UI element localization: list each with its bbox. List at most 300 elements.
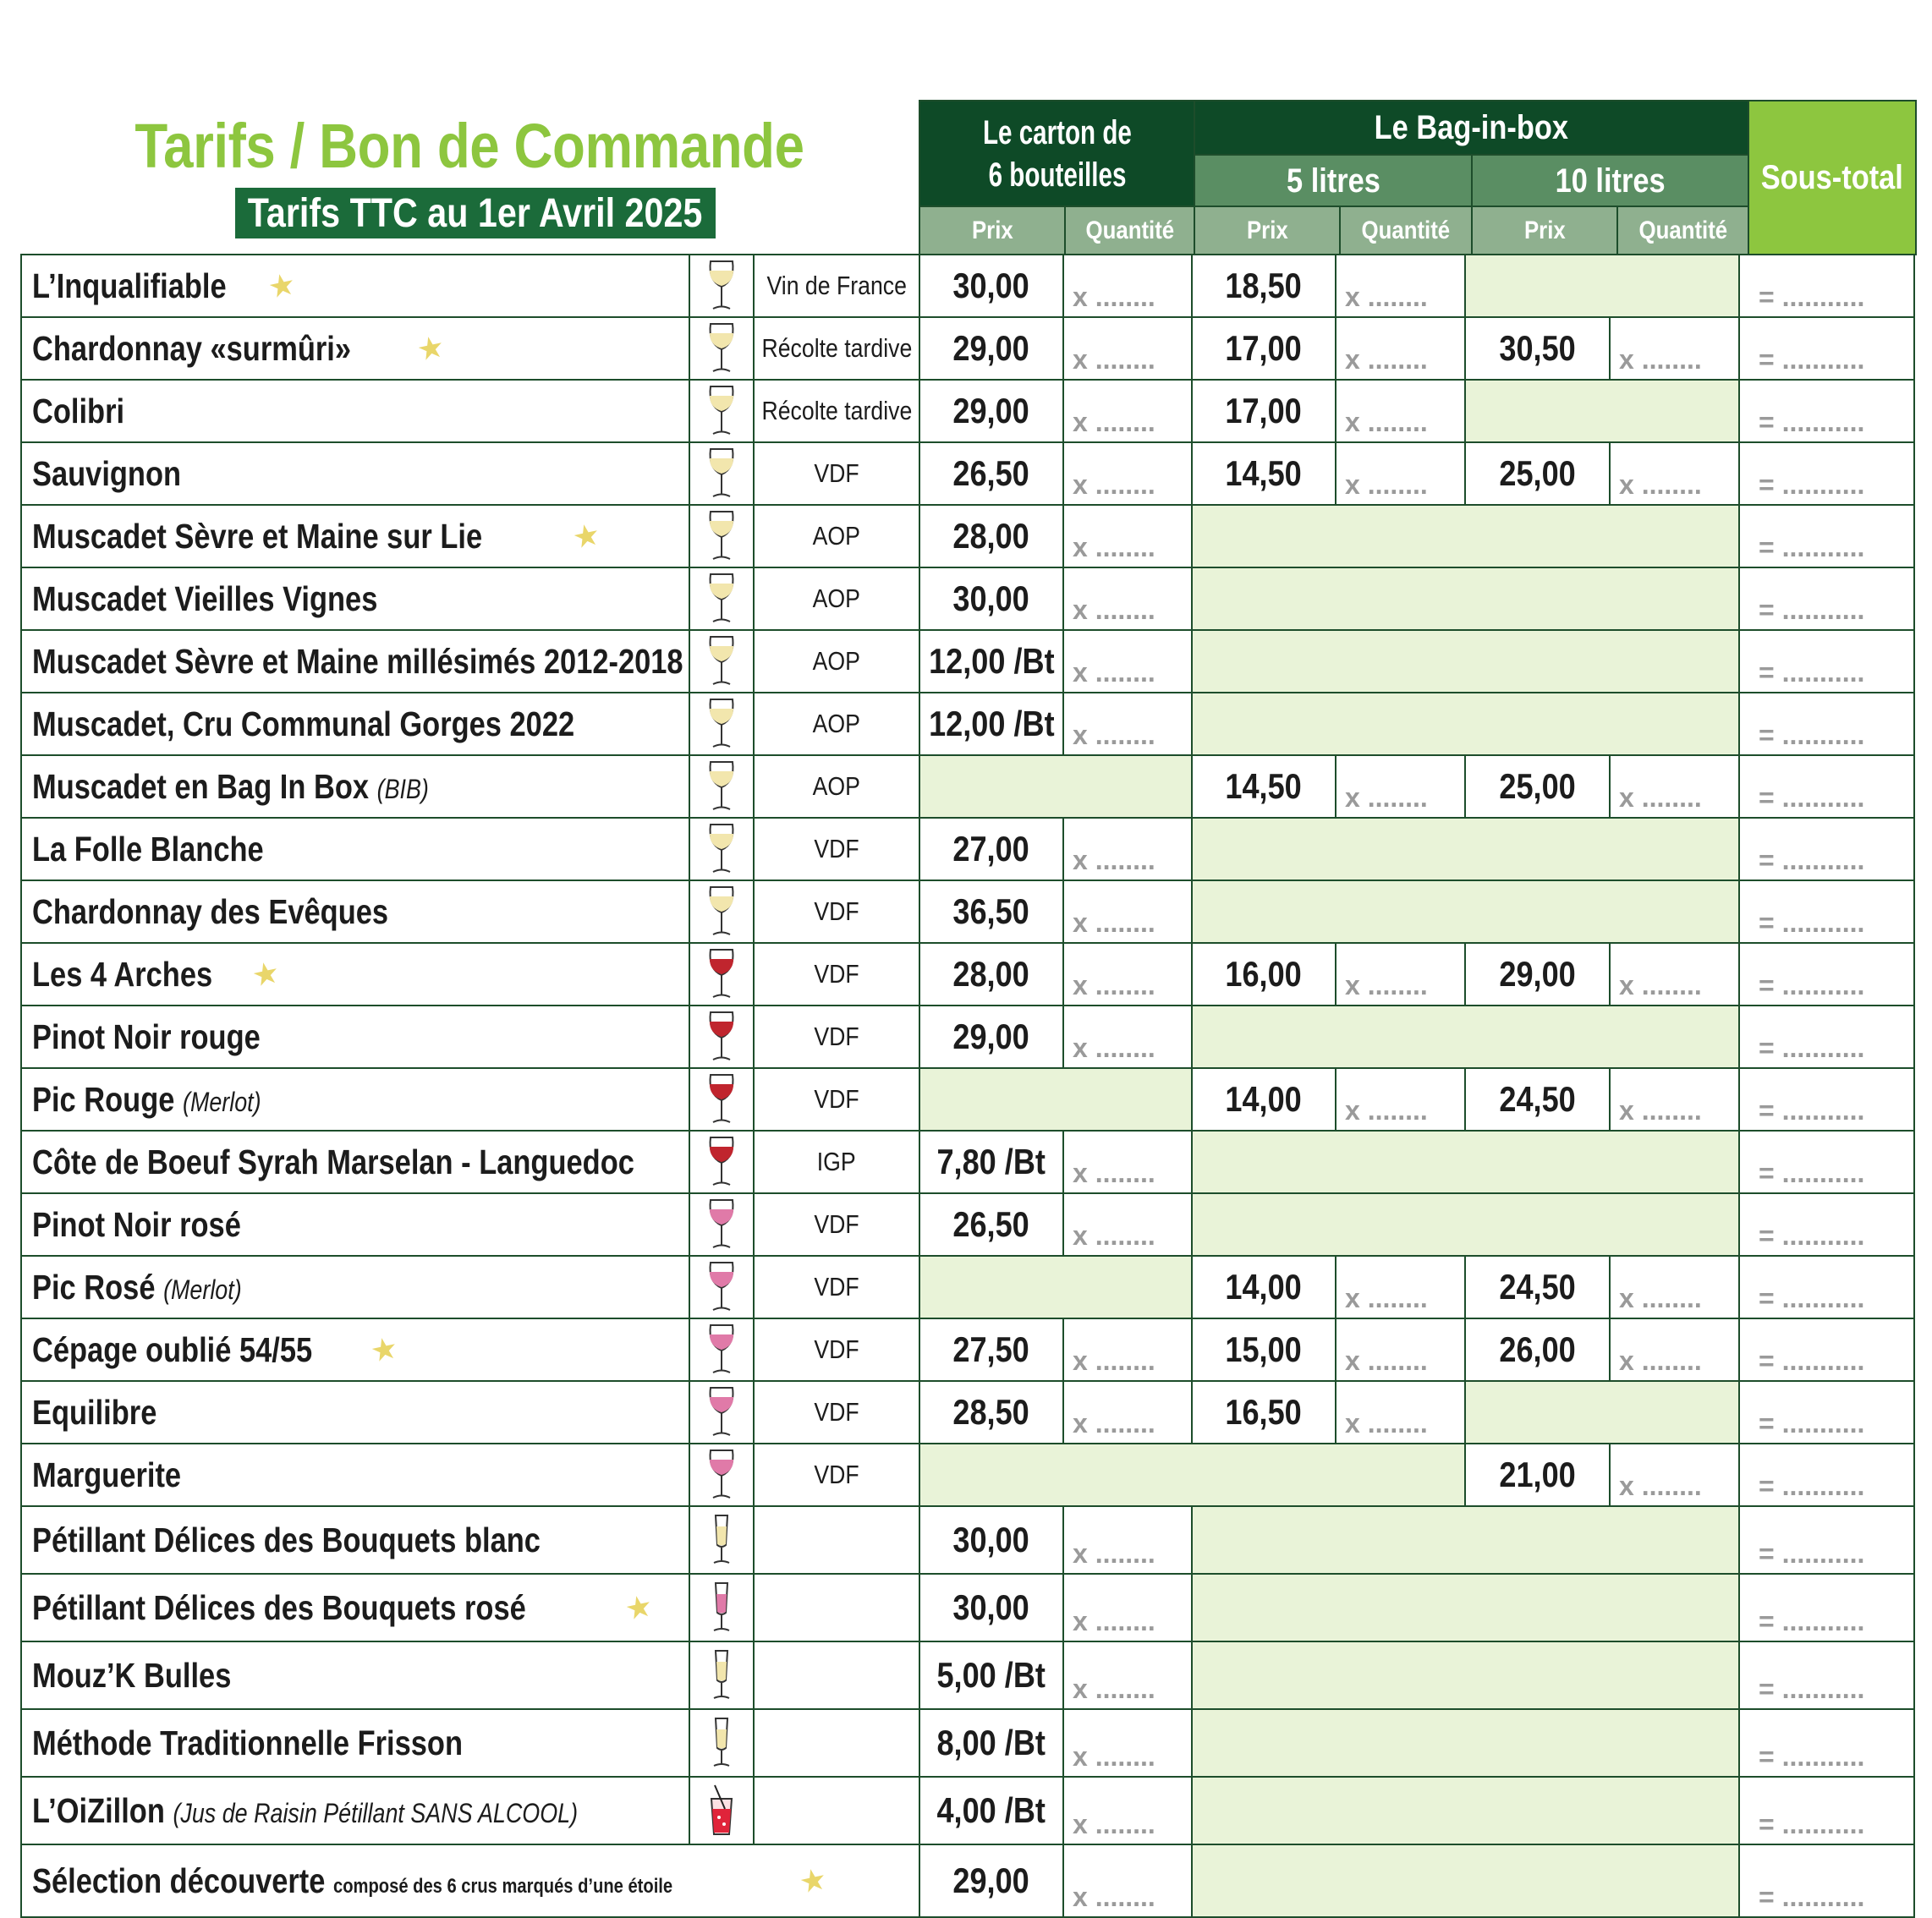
- appellation-cell: [755, 1132, 920, 1192]
- quantity-bib-5l[interactable]: [1336, 443, 1466, 504]
- wine-glass-icon: [705, 1197, 738, 1252]
- product-name: [32, 579, 377, 619]
- subtotal-field[interactable]: = ...........: [1759, 595, 1865, 625]
- appellation-cell: [755, 1319, 920, 1380]
- quantity-carton[interactable]: [1064, 506, 1193, 567]
- product-name-cell: [20, 631, 690, 692]
- price-value: 30,00: [952, 1520, 1030, 1559]
- product-name-text: Muscadet en Bag In Box: [32, 766, 370, 806]
- quantity-bib-5l[interactable]: [1336, 1319, 1466, 1380]
- subtotal-cell[interactable]: [1740, 944, 1915, 1005]
- quantity-field[interactable]: x ........: [1345, 1345, 1428, 1376]
- price-bib-10l: [1466, 443, 1611, 504]
- product-row: [20, 756, 1915, 819]
- quantity-carton[interactable]: [1064, 1575, 1193, 1641]
- product-name: [32, 1393, 156, 1433]
- price-wrap: [1466, 1257, 1609, 1318]
- glass-cell: [690, 944, 755, 1005]
- quantity-carton[interactable]: [1064, 318, 1193, 379]
- appellation: IGP: [817, 1147, 856, 1176]
- quantity-carton[interactable]: [1064, 881, 1193, 942]
- unavailable-cell: [1193, 819, 1740, 880]
- glass-cell: [690, 1132, 755, 1192]
- header-prix-carton: Prix: [919, 206, 1066, 255]
- subtotal-field[interactable]: = ...........: [1759, 1283, 1865, 1313]
- quantity-field[interactable]: x ........: [1073, 845, 1155, 875]
- star-icon: ★: [248, 954, 283, 994]
- subtotal-cell[interactable]: [1740, 1444, 1915, 1505]
- price-bib-10l: [1466, 1257, 1611, 1318]
- appellation-cell: [755, 881, 920, 942]
- price-carton: [920, 381, 1064, 441]
- product-note: (Merlot): [163, 1274, 242, 1305]
- appellation: AOP: [812, 771, 861, 801]
- quantity-field[interactable]: x ........: [1345, 782, 1428, 813]
- appellation-cell: [755, 944, 920, 1005]
- price-wrap: [1193, 443, 1335, 504]
- price-wrap: [920, 1642, 1062, 1708]
- product-name-text: Equilibre: [32, 1392, 157, 1432]
- subtotal-field[interactable]: = ...........: [1759, 532, 1865, 562]
- product-name: [32, 517, 482, 556]
- quantity-field[interactable]: x ........: [1073, 1220, 1155, 1251]
- wine-glass-icon: [705, 1784, 738, 1838]
- price-bib-10l: [1466, 1444, 1611, 1505]
- product-name-cell: [20, 1778, 690, 1844]
- price-wrap: [1193, 318, 1335, 379]
- quantity-field[interactable]: x ........: [1073, 1033, 1155, 1063]
- product-name-cell: [20, 1257, 690, 1318]
- subtotal-field[interactable]: = ...........: [1759, 907, 1865, 938]
- price-value: 25,00: [1499, 453, 1576, 493]
- quantity-carton[interactable]: [1064, 1194, 1193, 1255]
- price-bib-10l: [1466, 756, 1611, 817]
- product-name: [32, 392, 124, 431]
- price-carton: [920, 1382, 1064, 1443]
- product-note: (Jus de Raisin Pétillant SANS ALCOOL): [173, 1797, 579, 1828]
- price-wrap: [920, 944, 1062, 1005]
- price-value: 36,50: [952, 891, 1030, 931]
- product-name: [32, 1723, 463, 1763]
- wine-glass-icon: [705, 572, 738, 626]
- quantity-carton[interactable]: [1064, 819, 1193, 880]
- quantity-carton[interactable]: [1064, 1006, 1193, 1067]
- product-name-text: L’Inqualifiable: [32, 266, 227, 305]
- quantity-field[interactable]: x ........: [1345, 344, 1428, 375]
- appellation-cell: [755, 1710, 920, 1776]
- unavailable-cell: [920, 1444, 1466, 1505]
- wine-glass-icon: [705, 509, 738, 563]
- product-row: [20, 1319, 1915, 1382]
- product-row: [20, 881, 1915, 944]
- subtotal-field[interactable]: = ...........: [1759, 1882, 1865, 1912]
- quantity-field[interactable]: x ........: [1073, 1408, 1155, 1438]
- quantity-carton[interactable]: [1064, 381, 1193, 441]
- quantity-bib-10l[interactable]: [1611, 1257, 1740, 1318]
- subtotal-cell[interactable]: [1740, 443, 1915, 504]
- appellation: Récolte tardive: [761, 333, 912, 363]
- subtotal-cell[interactable]: [1740, 1642, 1915, 1708]
- subtotal-cell[interactable]: [1740, 1194, 1915, 1255]
- product-row: [20, 381, 1915, 443]
- appellation-cell: [755, 1382, 920, 1443]
- quantity-bib-10l[interactable]: [1611, 1444, 1740, 1505]
- quantity-bib-5l[interactable]: [1336, 255, 1466, 316]
- quantity-field[interactable]: x ........: [1619, 1471, 1702, 1501]
- subtotal-cell[interactable]: [1740, 819, 1915, 880]
- subtotal-field[interactable]: = ...........: [1759, 1674, 1865, 1704]
- appellation-cell: [755, 1444, 920, 1505]
- price-wrap: [920, 443, 1062, 504]
- quantity-carton[interactable]: [1064, 255, 1193, 316]
- wine-glass-icon: [705, 384, 738, 438]
- wine-glass-icon: [705, 1072, 738, 1126]
- header-prix-10l: Prix: [1471, 206, 1618, 255]
- product-name-text: Pic Rouge: [32, 1079, 175, 1119]
- product-name-text: Pétillant Délices des Bouquets rosé: [32, 1587, 526, 1627]
- subtotal-field[interactable]: = ...........: [1759, 1741, 1865, 1772]
- subtotal-field[interactable]: = ...........: [1759, 970, 1865, 1000]
- product-name-text: Muscadet Vieilles Vignes: [32, 578, 378, 618]
- product-name: [32, 1656, 231, 1696]
- star-icon: ★: [413, 328, 447, 368]
- quantity-bib-5l[interactable]: [1336, 1069, 1466, 1130]
- subtotal-field[interactable]: = ...........: [1759, 469, 1865, 500]
- header-carton-line2: 6 bouteilles: [988, 156, 1126, 194]
- subtotal-field[interactable]: = ...........: [1759, 1033, 1865, 1063]
- quantity-bib-5l[interactable]: [1336, 944, 1466, 1005]
- quantity-field[interactable]: x ........: [1073, 907, 1155, 938]
- quantity-bib-10l[interactable]: [1611, 756, 1740, 817]
- glass-cell: [690, 1710, 755, 1776]
- glass-cell: [690, 631, 755, 692]
- product-name: [32, 767, 429, 807]
- quantity-field[interactable]: x ........: [1345, 469, 1428, 500]
- price-date-banner: [235, 188, 716, 238]
- subtotal-field[interactable]: = ...........: [1759, 1158, 1865, 1188]
- quantity-carton[interactable]: [1064, 1132, 1193, 1192]
- price-bib-5l: [1193, 255, 1336, 316]
- product-name: [32, 1521, 541, 1560]
- subtotal-cell[interactable]: [1740, 1257, 1915, 1318]
- product-note: (BIB): [376, 773, 429, 804]
- subtotal-field[interactable]: = ...........: [1759, 1606, 1865, 1636]
- subtotal-field[interactable]: = ...........: [1759, 1095, 1865, 1126]
- price-carton: [920, 255, 1064, 316]
- unavailable-cell: [1193, 506, 1740, 567]
- subtotal-cell[interactable]: [1740, 1069, 1915, 1130]
- price-wrap: [1193, 1382, 1335, 1443]
- quantity-field[interactable]: x ........: [1073, 1158, 1155, 1188]
- price-value: 29,00: [1499, 954, 1576, 994]
- star-icon: ★: [569, 516, 604, 556]
- quantity-field[interactable]: x ........: [1345, 407, 1428, 437]
- quantity-field[interactable]: x ........: [1073, 970, 1155, 1000]
- subtotal-field[interactable]: = ...........: [1759, 845, 1865, 875]
- unavailable-cell: [1193, 1778, 1740, 1844]
- product-note: (Merlot): [182, 1086, 261, 1117]
- unavailable-cell: [1193, 1194, 1740, 1255]
- price-value: 30,00: [952, 578, 1030, 618]
- price-value: 17,00: [1225, 391, 1303, 430]
- quantity-carton[interactable]: [1064, 1710, 1193, 1776]
- wine-glass-icon: [705, 1648, 738, 1702]
- quantity-field[interactable]: x ........: [1619, 782, 1702, 813]
- subtotal-cell[interactable]: [1740, 756, 1915, 817]
- quantity-bib-10l[interactable]: [1611, 1319, 1740, 1380]
- quantity-field[interactable]: x ........: [1345, 1095, 1428, 1126]
- price-carton: [920, 944, 1064, 1005]
- appellation: VDF: [814, 1084, 859, 1114]
- quantity-field[interactable]: x ........: [1345, 1408, 1428, 1438]
- price-carton: [920, 1319, 1064, 1380]
- page-title: Tarifs / Bon de Commande: [134, 111, 804, 181]
- glass-cell: [690, 819, 755, 880]
- product-name: [32, 266, 227, 306]
- product-name: [32, 1205, 241, 1245]
- subtotal-cell[interactable]: [1740, 1006, 1915, 1067]
- quantity-field[interactable]: x ........: [1345, 1283, 1428, 1313]
- price-wrap: [1193, 255, 1335, 316]
- product-row: [20, 1382, 1915, 1444]
- product-name-text: Pinot Noir rouge: [32, 1017, 261, 1056]
- product-row: [20, 1069, 1915, 1132]
- price-wrap: [920, 568, 1062, 629]
- price-wrap: [1193, 1069, 1335, 1130]
- quantity-field[interactable]: x ........: [1073, 1674, 1155, 1704]
- quantity-field[interactable]: x ........: [1073, 657, 1155, 688]
- quantity-field[interactable]: x ........: [1073, 282, 1155, 312]
- subtotal-field[interactable]: = ...........: [1759, 657, 1865, 688]
- appellation-cell: [755, 631, 920, 692]
- appellation-cell: [755, 1507, 920, 1573]
- subtotal-cell[interactable]: [1740, 506, 1915, 567]
- quantity-field[interactable]: x ........: [1073, 469, 1155, 500]
- unavailable-cell: [1193, 1132, 1740, 1192]
- product-name: [32, 955, 212, 995]
- quantity-field[interactable]: x ........: [1073, 720, 1155, 750]
- quantity-bib-5l[interactable]: [1336, 381, 1466, 441]
- quantity-field[interactable]: x ........: [1619, 344, 1702, 375]
- product-name-cell: [20, 1444, 690, 1505]
- price-value: 7,80 /Bt: [936, 1142, 1046, 1181]
- subtotal-cell[interactable]: [1740, 881, 1915, 942]
- product-name-text: Marguerite: [32, 1455, 182, 1494]
- quantity-carton[interactable]: [1064, 693, 1193, 754]
- quantity-carton[interactable]: [1064, 443, 1193, 504]
- subtotal-field[interactable]: = ...........: [1759, 1538, 1865, 1569]
- quantity-field[interactable]: x ........: [1073, 344, 1155, 375]
- product-name-cell: [20, 1194, 690, 1255]
- quantity-bib-5l[interactable]: [1336, 1257, 1466, 1318]
- price-bib-5l: [1193, 1319, 1336, 1380]
- quantity-carton[interactable]: [1064, 631, 1193, 692]
- price-value: 14,50: [1225, 453, 1303, 493]
- quantity-field[interactable]: x ........: [1073, 1882, 1155, 1912]
- glass-cell: [690, 1194, 755, 1255]
- price-wrap: [920, 631, 1062, 692]
- wine-glass-icon: [705, 697, 738, 751]
- appellation-cell: [755, 255, 920, 316]
- price-wrap: [920, 693, 1062, 754]
- quantity-carton[interactable]: [1064, 1319, 1193, 1380]
- glass-cell: [690, 443, 755, 504]
- header-carton-line1: Le carton de: [982, 113, 1132, 151]
- price-wrap: [920, 1507, 1062, 1573]
- header-quantite-10l: Quantité: [1616, 206, 1749, 255]
- subtotal-field[interactable]: = ...........: [1759, 407, 1865, 437]
- header-sous-total: Sous-total: [1748, 100, 1917, 255]
- glass-cell: [690, 1575, 755, 1641]
- subtotal-cell[interactable]: [1740, 1845, 1915, 1916]
- wine-glass-icon: [705, 759, 738, 814]
- product-name-text: Cépage oublié 54/55: [32, 1329, 313, 1369]
- quantity-carton[interactable]: [1064, 1382, 1193, 1443]
- quantity-bib-10l[interactable]: [1611, 944, 1740, 1005]
- price-value: 28,00: [952, 516, 1030, 556]
- subtotal-cell[interactable]: [1740, 568, 1915, 629]
- price-wrap: [920, 1710, 1062, 1776]
- quantity-field[interactable]: x ........: [1073, 1741, 1155, 1772]
- subtotal-field[interactable]: = ...........: [1759, 344, 1865, 375]
- price-bib-5l: [1193, 381, 1336, 441]
- subtotal-cell[interactable]: [1740, 1710, 1915, 1776]
- appellation-cell: [755, 568, 920, 629]
- quantity-carton[interactable]: [1064, 1507, 1193, 1573]
- subtotal-cell[interactable]: [1740, 318, 1915, 379]
- quantity-field[interactable]: x ........: [1619, 1095, 1702, 1126]
- quantity-field[interactable]: x ........: [1345, 970, 1428, 1000]
- quantity-field[interactable]: x ........: [1619, 1345, 1702, 1376]
- price-value: 29,00: [952, 1017, 1030, 1056]
- product-name-text: Côte de Boeuf Syrah Marselan - Languedoc: [32, 1142, 634, 1181]
- price-carton: [920, 1845, 1064, 1916]
- header-5-litres: 5 litres: [1194, 154, 1473, 207]
- subtotal-cell[interactable]: [1740, 381, 1915, 441]
- appellation: Vin de France: [766, 271, 907, 300]
- quantity-bib-5l[interactable]: [1336, 318, 1466, 379]
- price-value: 27,00: [952, 829, 1030, 869]
- product-name: [32, 1861, 672, 1901]
- wine-glass-icon: [705, 1513, 738, 1567]
- subtotal-field[interactable]: = ...........: [1759, 1809, 1865, 1839]
- price-value: 14,00: [1225, 1079, 1303, 1119]
- quantity-field[interactable]: x ........: [1345, 282, 1428, 312]
- appellation: AOP: [812, 521, 861, 551]
- subtotal-cell[interactable]: [1740, 255, 1915, 316]
- price-wrap: [920, 1319, 1062, 1380]
- quantity-bib-5l[interactable]: [1336, 756, 1466, 817]
- product-name-cell: [20, 1507, 690, 1573]
- price-carton: [920, 506, 1064, 567]
- quantity-carton[interactable]: [1064, 1642, 1193, 1708]
- wine-glass-icon: [705, 1448, 738, 1502]
- quantity-field[interactable]: x ........: [1073, 595, 1155, 625]
- product-name-cell: [20, 1069, 690, 1130]
- unavailable-cell: [1193, 568, 1740, 629]
- subtotal-cell[interactable]: [1740, 1575, 1915, 1641]
- product-name-cell: [20, 881, 690, 942]
- quantity-carton[interactable]: [1064, 568, 1193, 629]
- appellation-cell: [755, 1069, 920, 1130]
- subtotal-cell[interactable]: [1740, 1319, 1915, 1380]
- price-value: 29,00: [952, 1860, 1030, 1900]
- subtotal-cell[interactable]: [1740, 1507, 1915, 1573]
- wine-glass-icon: [705, 1385, 738, 1439]
- quantity-field[interactable]: x ........: [1619, 970, 1702, 1000]
- price-wrap: [1193, 756, 1335, 817]
- product-row: [20, 1575, 1915, 1642]
- glass-cell: [690, 318, 755, 379]
- subtotal-field[interactable]: = ...........: [1759, 1408, 1865, 1438]
- quantity-field[interactable]: x ........: [1073, 1538, 1155, 1569]
- glass-cell: [690, 1006, 755, 1067]
- subtotal-cell[interactable]: [1740, 1132, 1915, 1192]
- product-name: [32, 1017, 261, 1057]
- price-wrap: [920, 506, 1062, 567]
- quantity-field[interactable]: x ........: [1073, 532, 1155, 562]
- quantity-bib-10l[interactable]: [1611, 1069, 1740, 1130]
- subtotal-field[interactable]: = ...........: [1759, 1345, 1865, 1376]
- price-carton: [920, 631, 1064, 692]
- subtotal-field[interactable]: = ...........: [1759, 1220, 1865, 1251]
- glass-cell: [690, 1778, 755, 1844]
- price-carton: [920, 1642, 1064, 1708]
- wine-glass-icon: [705, 634, 738, 688]
- quantity-field[interactable]: x ........: [1073, 1809, 1155, 1839]
- product-name-cell: [20, 1642, 690, 1708]
- subtotal-cell[interactable]: [1740, 1382, 1915, 1443]
- appellation-cell: [755, 443, 920, 504]
- quantity-field[interactable]: x ........: [1619, 469, 1702, 500]
- price-value: 17,00: [1225, 328, 1303, 368]
- price-wrap: [920, 381, 1062, 441]
- subtotal-cell[interactable]: [1740, 1778, 1915, 1844]
- glass-cell: [690, 756, 755, 817]
- price-value: 24,50: [1499, 1267, 1576, 1307]
- product-name: [32, 454, 181, 494]
- price-bib-5l: [1193, 1069, 1336, 1130]
- subtotal-field[interactable]: = ...........: [1759, 720, 1865, 750]
- quantity-carton[interactable]: [1064, 1778, 1193, 1844]
- quantity-bib-10l[interactable]: [1611, 443, 1740, 504]
- quantity-field[interactable]: x ........: [1073, 1345, 1155, 1376]
- product-row: [20, 1132, 1915, 1194]
- subtotal-cell[interactable]: [1740, 693, 1915, 754]
- unavailable-cell: [1193, 1006, 1740, 1067]
- subtotal-field[interactable]: = ...........: [1759, 282, 1865, 312]
- product-name-cell: [20, 944, 690, 1005]
- product-row: [20, 1778, 1915, 1845]
- quantity-carton[interactable]: [1064, 944, 1193, 1005]
- product-name: [32, 830, 264, 869]
- quantity-bib-10l[interactable]: [1611, 318, 1740, 379]
- wine-glass-icon: [705, 259, 738, 313]
- quantity-field[interactable]: x ........: [1619, 1283, 1702, 1313]
- subtotal-field[interactable]: = ...........: [1759, 782, 1865, 813]
- quantity-bib-5l[interactable]: [1336, 1382, 1466, 1443]
- subtotal-cell[interactable]: [1740, 631, 1915, 692]
- unavailable-cell: [1193, 1507, 1740, 1573]
- quantity-carton[interactable]: [1064, 1845, 1193, 1916]
- product-name-text: Mouz’K Bulles: [32, 1655, 232, 1695]
- subtotal-field[interactable]: = ...........: [1759, 1471, 1865, 1501]
- appellation-cell: [755, 1257, 920, 1318]
- quantity-field[interactable]: x ........: [1073, 1606, 1155, 1636]
- price-value: 28,50: [952, 1392, 1030, 1432]
- price-value: 8,00 /Bt: [936, 1723, 1046, 1762]
- quantity-field[interactable]: x ........: [1073, 407, 1155, 437]
